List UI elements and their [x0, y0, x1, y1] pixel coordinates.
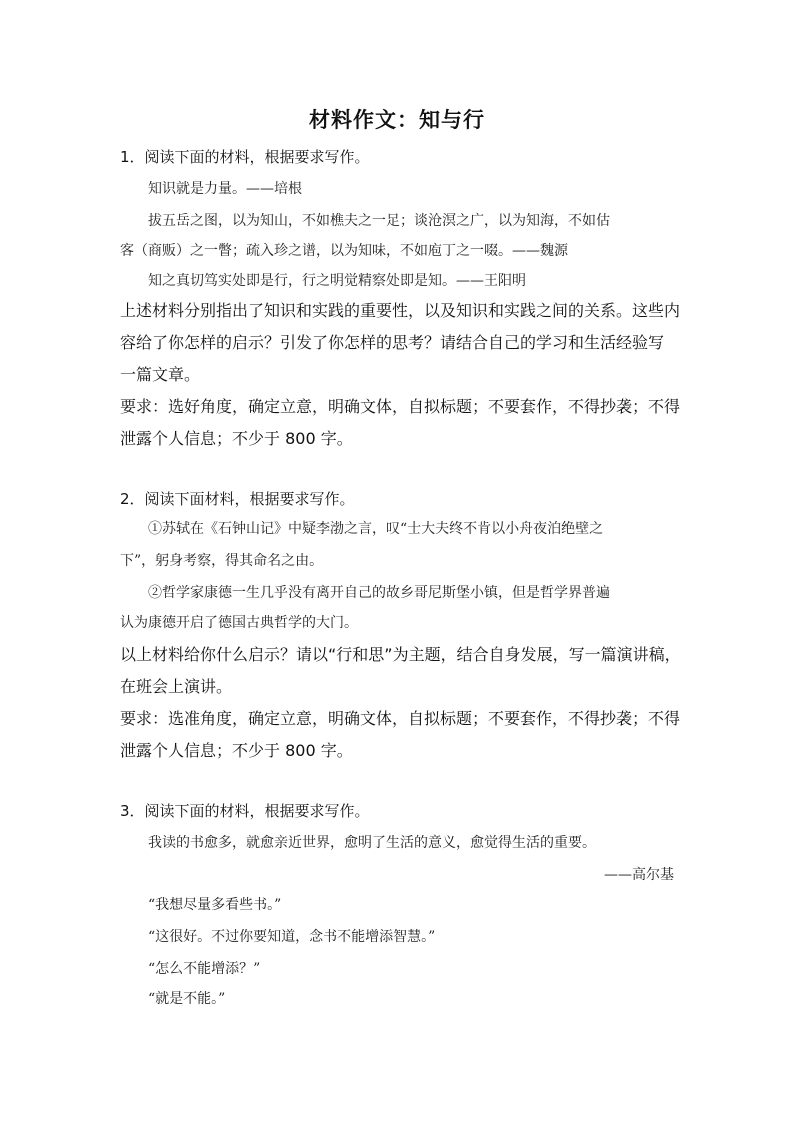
q1-material-1: 知识就是力量。——培根 — [148, 181, 302, 197]
q2-material-1a: ①苏轼在《石钟山记》中疑李渤之言，叹“士大夫终不肯以小舟夜泊绝壁之 — [148, 521, 604, 537]
q2-material-1b: 下”，躬身考察，得其命名之由。 — [120, 553, 324, 569]
q1-material-2b: 客（商贩）之一瞥；疏入珍之谱，以为知味，不如庖丁之一啜。——魏源 — [120, 243, 568, 259]
q1-prompt-3: 一篇文章。 — [120, 365, 201, 384]
q3-material-source: ——高尔基 — [604, 867, 674, 883]
q1-material-3: 知之真切笃实处即是行，行之明觉精察处即是知。——王阳明 — [148, 273, 526, 289]
q2-prompt-1: 以上材料给你什么启示？请以“行和思”为主题，结合自身发展，写一篇演讲稿， — [120, 645, 681, 664]
q2-requirement-2: 泄露个人信息；不少于 800 字。 — [120, 741, 353, 760]
q1-requirement-1: 要求：选好角度，确定立意，明确文体，自拟标题；不要套作，不得抄袭；不得 — [120, 397, 681, 416]
page-title: 材料作文：知与行 — [309, 108, 485, 132]
q3-heading: 3．阅读下面的材料，根据要求写作。 — [120, 802, 370, 820]
q3-dialogue-2: “这很好。不过你要知道，念书不能增添智慧。” — [148, 929, 436, 945]
q2-prompt-2: 在班会上演讲。 — [120, 677, 233, 696]
q2-requirement-1: 要求：选准角度，确定立意，明确文体，自拟标题；不要套作，不得抄袭；不得 — [120, 709, 681, 728]
q1-material-2a: 拔五岳之图，以为知山，不如樵夫之一足；谈沧溟之广，以为知海，不如估 — [148, 213, 610, 229]
q2-heading: 2．阅读下面材料，根据要求写作。 — [120, 490, 355, 508]
q2-material-2a: ②哲学家康德一生几乎没有离开自己的故乡哥尼斯堡小镇，但是哲学界普遍 — [148, 585, 610, 601]
q1-prompt-1: 上述材料分别指出了知识和实践的重要性，以及知识和实践之间的关系。这些内 — [120, 301, 681, 320]
q1-requirement-2: 泄露个人信息；不少于 800 字。 — [120, 429, 353, 448]
q3-material-quote: 我读的书愈多，就愈亲近世界，愈明了生活的意义，愈觉得生活的重要。 — [148, 835, 596, 851]
q3-dialogue-4: “就是不能。” — [148, 991, 226, 1007]
q1-heading: 1．阅读下面的材料，根据要求写作。 — [120, 148, 370, 166]
q3-dialogue-3: “怎么不能增添？” — [148, 961, 261, 977]
q1-prompt-2: 容给了你怎样的启示？引发了你怎样的思考？请结合自己的学习和生活经验写 — [120, 333, 665, 352]
q2-material-2b: 认为康德开启了德国古典哲学的大门。 — [120, 615, 358, 631]
q3-dialogue-1: “我想尽量多看些书。” — [148, 897, 282, 913]
